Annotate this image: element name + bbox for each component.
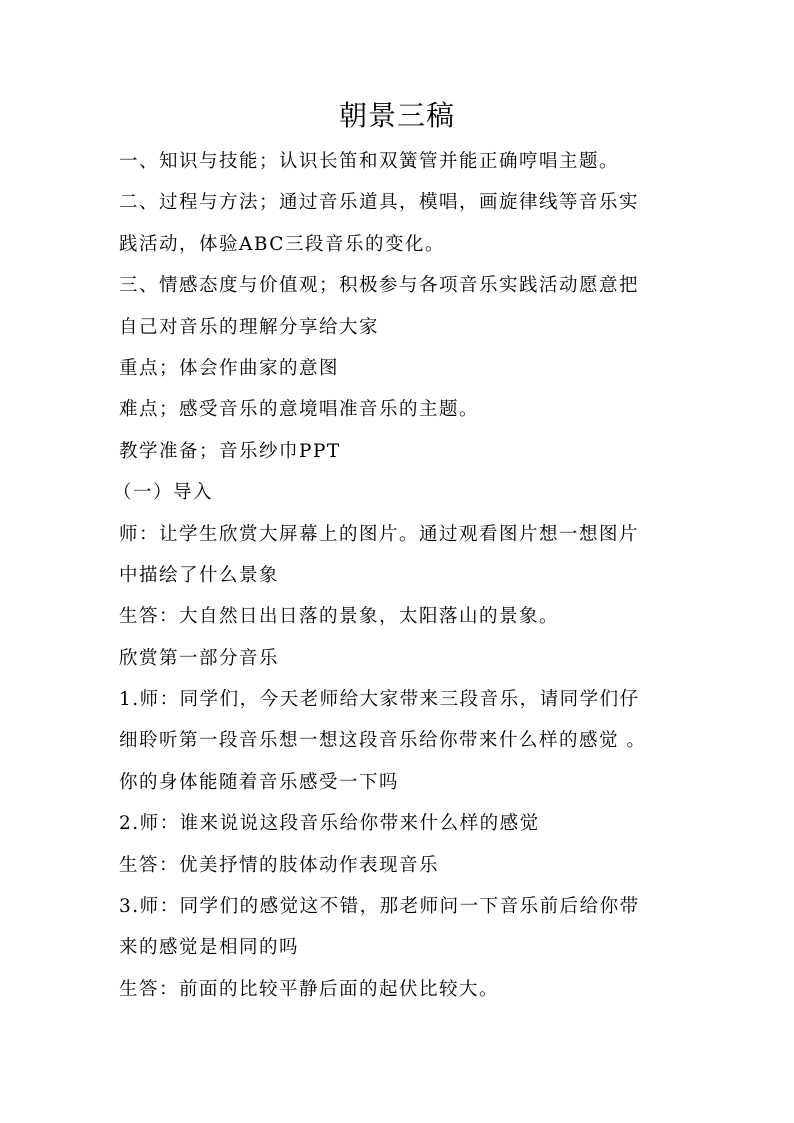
teacher-step-3b: 来的感觉是相同的吗: [119, 937, 300, 959]
objective-emotion-line-2: 自己对音乐的理解分享给大家: [119, 316, 380, 338]
objective-emotion-line-1: 三、情感态度与价值观；积极参与各项音乐实践活动愿意把: [119, 275, 640, 297]
document-body: [113, 141, 679, 1010]
teacher-step-1b: 细聆听第一段音乐想一想这段音乐给你带来什么样的感觉 。: [119, 730, 647, 752]
teacher-line-1b: 中描绘了什么景象: [119, 564, 280, 586]
objective-process-line-1: 二、过程与方法；通过音乐道具，模唱，画旋律线等音乐实: [119, 192, 640, 214]
student-answer-line-2: 生答：优美抒情的肢体动作表现音乐: [119, 854, 440, 876]
key-point-line: 重点；体会作曲家的意图: [119, 357, 340, 379]
student-answer-line-3: 生答：前面的比较平静后面的起伏比较大。: [119, 978, 500, 1000]
teacher-step-1a: 1.师：同学们，今天老师给大家带来三段音乐，请同学们仔: [119, 689, 640, 711]
subsection-heading-part1: 欣赏第一部分音乐: [119, 647, 280, 669]
section-heading-intro: （一）导入: [113, 482, 214, 504]
preparation-line: 教学准备；音乐纱巾PPT: [119, 440, 341, 462]
objective-process-line-2: 践活动，体验ABC三段音乐的变化。: [119, 233, 445, 255]
difficulty-line: 难点；感受音乐的意境唱准音乐的主题。: [119, 399, 480, 421]
teacher-step-3a: 3.师：同学们的感觉这不错，那老师问一下音乐前后给你带: [119, 896, 640, 918]
document-title: 朝景三稿: [338, 99, 455, 132]
teacher-line-1a: 师：让学生欣赏大屏幕上的图片。通过观看图片想一想图片: [119, 523, 640, 545]
teacher-step-1c: 你的身体能随着音乐感受一下吗: [119, 771, 400, 793]
student-answer-line-1: 生答：大自然日出日落的景象，太阳落山的景象。: [119, 606, 560, 628]
objective-knowledge-line: 一、知识与技能；认识长笛和双簧管并能正确哼唱主题。: [119, 151, 620, 172]
teacher-step-2: 2.师：谁来说说这段音乐给你带来什么样的感觉: [119, 813, 540, 835]
